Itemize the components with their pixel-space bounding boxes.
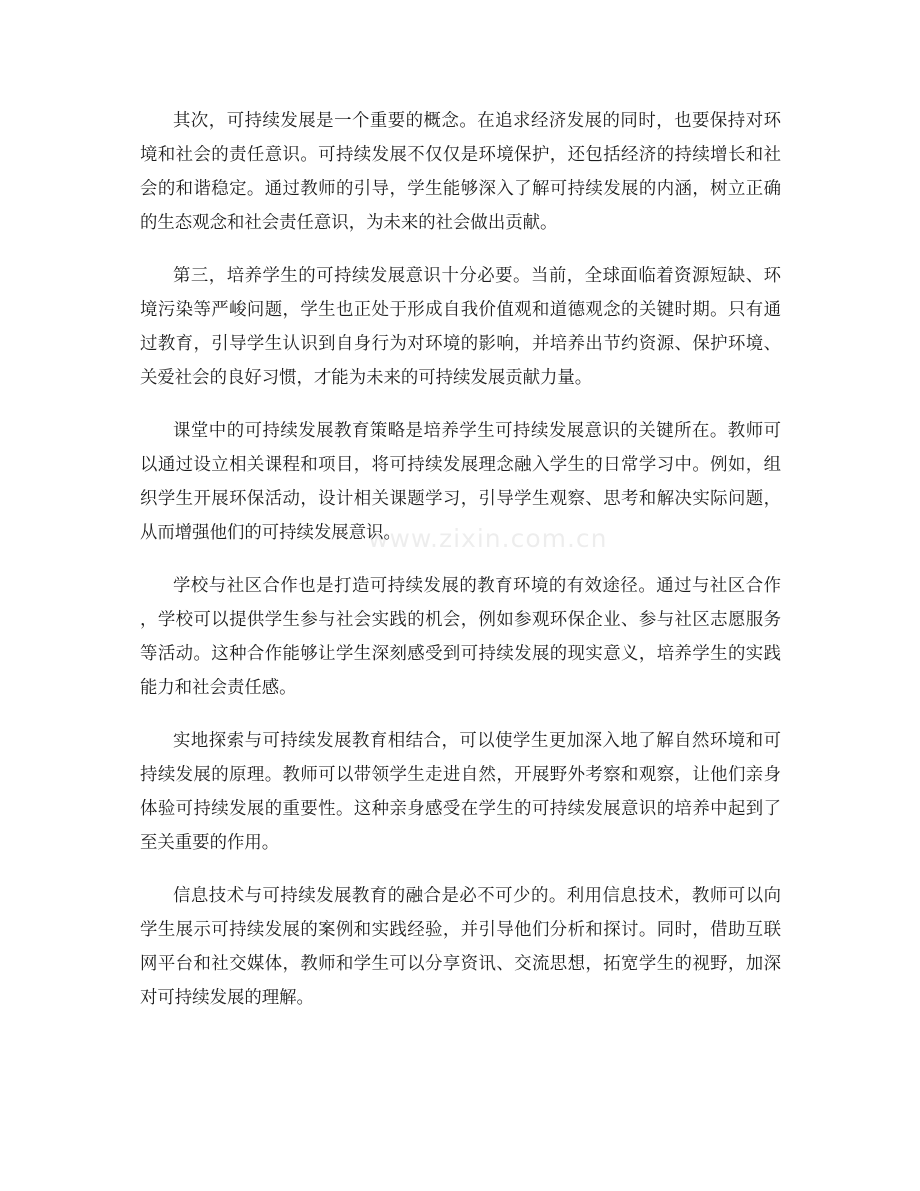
paragraph-line: 网平台和社交媒体，教师和学生可以分享资讯、交流思想，拓宽学生的视野，加深	[140, 954, 781, 974]
paragraph-6	[140, 879, 781, 1015]
paragraph-line: 体验可持续发展的重要性。这种亲身感受在学生的可持续发展意识的培养中起到了	[140, 799, 781, 819]
paragraph-line: 过教育，引导学生认识到自身行为对环境的影响，并培养出节约资源、保护环境、	[140, 334, 781, 354]
paragraph-line: 其次，可持续发展是一个重要的概念。在追求经济发展的同时，也要保持对环	[173, 111, 781, 131]
paragraph-1	[140, 104, 781, 240]
paragraph-line: 能力和社会责任感。	[140, 678, 297, 698]
paragraph-line: 以通过设立相关课程和项目，将可持续发展理念融入学生的日常学习中。例如，组	[140, 455, 781, 475]
paragraph-3	[140, 414, 781, 550]
paragraph-line: 境和社会的责任意识。可持续发展不仅仅是环境保护，还包括经济的持续增长和社	[140, 145, 781, 165]
paragraph-line: 信息技术与可持续发展教育的融合是必不可少的。利用信息技术，教师可以向	[173, 886, 781, 906]
paragraph-line: 持续发展的原理。教师可以带领学生走进自然，开展野外考察和观察，让他们亲身	[140, 765, 781, 785]
paragraph-line: ，学校可以提供学生参与社会实践的机会，例如参观环保企业、参与社区志愿服务	[140, 610, 781, 630]
paragraph-line: 关爱社会的良好习惯，才能为未来的可持续发展贡献力量。	[140, 368, 593, 388]
document-body	[140, 104, 781, 1034]
paragraph-line: 对可持续发展的理解。	[140, 988, 314, 1008]
paragraph-4	[140, 569, 781, 705]
paragraph-line: 课堂中的可持续发展教育策略是培养学生可持续发展意识的关键所在。教师可	[173, 421, 781, 441]
paragraph-2	[140, 259, 781, 395]
paragraph-line: 实地探索与可持续发展教育相结合，可以使学生更加深入地了解自然环境和可	[173, 731, 781, 751]
paragraph-line: 的生态观念和社会责任意识，为未来的社会做出贡献。	[140, 213, 558, 233]
paragraph-line: 学生展示可持续发展的案例和实践经验，并引导他们分析和探讨。同时，借助互联	[140, 920, 781, 940]
paragraph-line: 等活动。这种合作能够让学生深刻感受到可持续发展的现实意义，培养学生的实践	[140, 644, 781, 664]
paragraph-line: 至关重要的作用。	[140, 833, 280, 853]
watermark: www.zixin.com.cn	[368, 524, 608, 553]
paragraph-line: 从而增强他们的可持续发展意识。	[140, 523, 401, 543]
paragraph-line: 学校与社区合作也是打造可持续发展的教育环境的有效途径。通过与社区合作	[173, 576, 781, 596]
paragraph-line: 境污染等严峻问题，学生也正处于形成自我价值观和道德观念的关键时期。只有通	[140, 300, 781, 320]
paragraph-line: 会的和谐稳定。通过教师的引导，学生能够深入了解可持续发展的内涵，树立正确	[140, 179, 781, 199]
paragraph-line: 织学生开展环保活动，设计相关课题学习，引导学生观察、思考和解决实际问题，	[140, 489, 781, 509]
paragraph-line: 第三，培养学生的可持续发展意识十分必要。当前，全球面临着资源短缺、环	[173, 266, 781, 286]
paragraph-5	[140, 724, 781, 860]
